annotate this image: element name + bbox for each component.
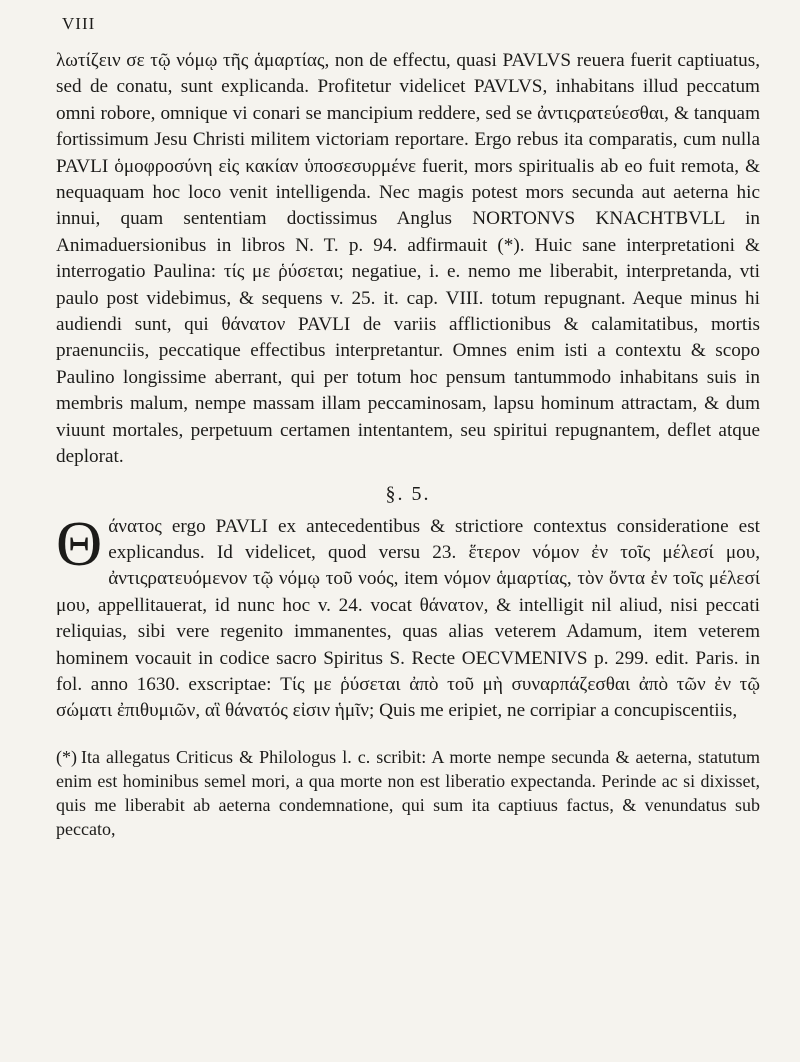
page-number: VIII [62, 14, 96, 33]
footnote-text: Ita allegatus Criticus & Philologus l. c. scribit: A morte nempe secunda & aeterna, statutum enim est hominibus semel mori, a qua morte non est liberatio expectanda. Perinde ac si dixisset, quis me liberabit ab aeterna condemnatione, qui sum ita captiuus factus, & venundatus sub peccato, [56, 746, 760, 839]
main-paragraph: λωτίζειν σε τῷ νόμῳ τῆς ἁμαρτίας, non de effectu, quasi PAVLVS reuera fuerit captiuatus, sed de conatu, sunt explicanda. Profitetur videlicet PAVLVS, inhabitans illud peccatum omni robore, omnique vi conari se mancipium reddere, sed se ἀντιςρατεύεσθαι, & tanquam fortissimum Jesu Christi militem victoriam reportare. Ergo rebus ita comparatis, cum nulla PAVLI ὁμοφροσύνη εἰς κακίαν ὑποσεσυρμένε fuerit, mors spiritualis ab eo fuit remota, & nequaquam hoc loco venit intelligenda. Nec magis potest mors secunda aut aeterna hic innui, quam sententiam doctissimus Anglus NORTONVS KNACHTBVLL in Animaduersionibus in libros N. T. p. 94. adfirmauit (*). Huic sane interpretationi & interrogatio Paulina: τίς με ῥύσεται; negatiue, i. e. nemo me liberabit, interpretanda, vti paulo post videbimus, & sequens v. 25. it. cap. VIII. totum repugnant. Aeque minus hi audiendi sunt, qui θάνατον PAVLI de variis afflictionibus & calamitatibus, mortis praenunciis, peccatique effectibus interpretantur. Omnes enim isti a contextu & scopo Paulino longissime aberrant, qui per totum hoc pensum tantummodo inhabitans suis in membris malum, nempe massam illam peccaminosam, lapsu hominum attractam, & dum viuunt mortales, perpetuum certamen intentantem, seu spiritui repugnantem, deflet atque deplorat. [56, 50, 760, 468]
section-paragraph [56, 507, 760, 725]
section-heading: §. 5. [385, 482, 431, 505]
drop-capital: Θ [56, 507, 103, 579]
footnote-mark: (*) [56, 746, 77, 767]
footnote [56, 745, 760, 841]
section-paragraph-text: άνατος ergo PAVLI ex antecedentibus & strictiore contextus consideratione est explicandus. Id videlicet, quod versu 23. ἕτερον νόμον ἐν τοῖς μέλεσί μου, ἀντιςρατευόμενον τῷ νόμῳ τοῦ νοός, item νόμον ἁμαρτίας, τὸν ὄντα ἐν τοῖς μέλεσί μου, appellitauerat, id nunc hoc v. 24. vocat θάνατον, & intelligit nil aliud, nisi peccati reliquias, sibi vere regenito immanentes, quas alias veterem Adamum, item veterem hominem vocauit in codice sacro Spiritus S. Recte OECVMENIVS p. 299. edit. Paris. in fol. anno 1630. exscriptae: Τίς με ῥύσεται ἀπὸ τοῦ μὴ συναρπάζεσθαι ἀπὸ τῶν ἐν τῷ σώματι ἐπιθυμιῶν, αἳ θάνατός εἰσιν ἡμῖν; Quis me eripiet, ne corripiar a concupiscentiis, [56, 515, 760, 722]
